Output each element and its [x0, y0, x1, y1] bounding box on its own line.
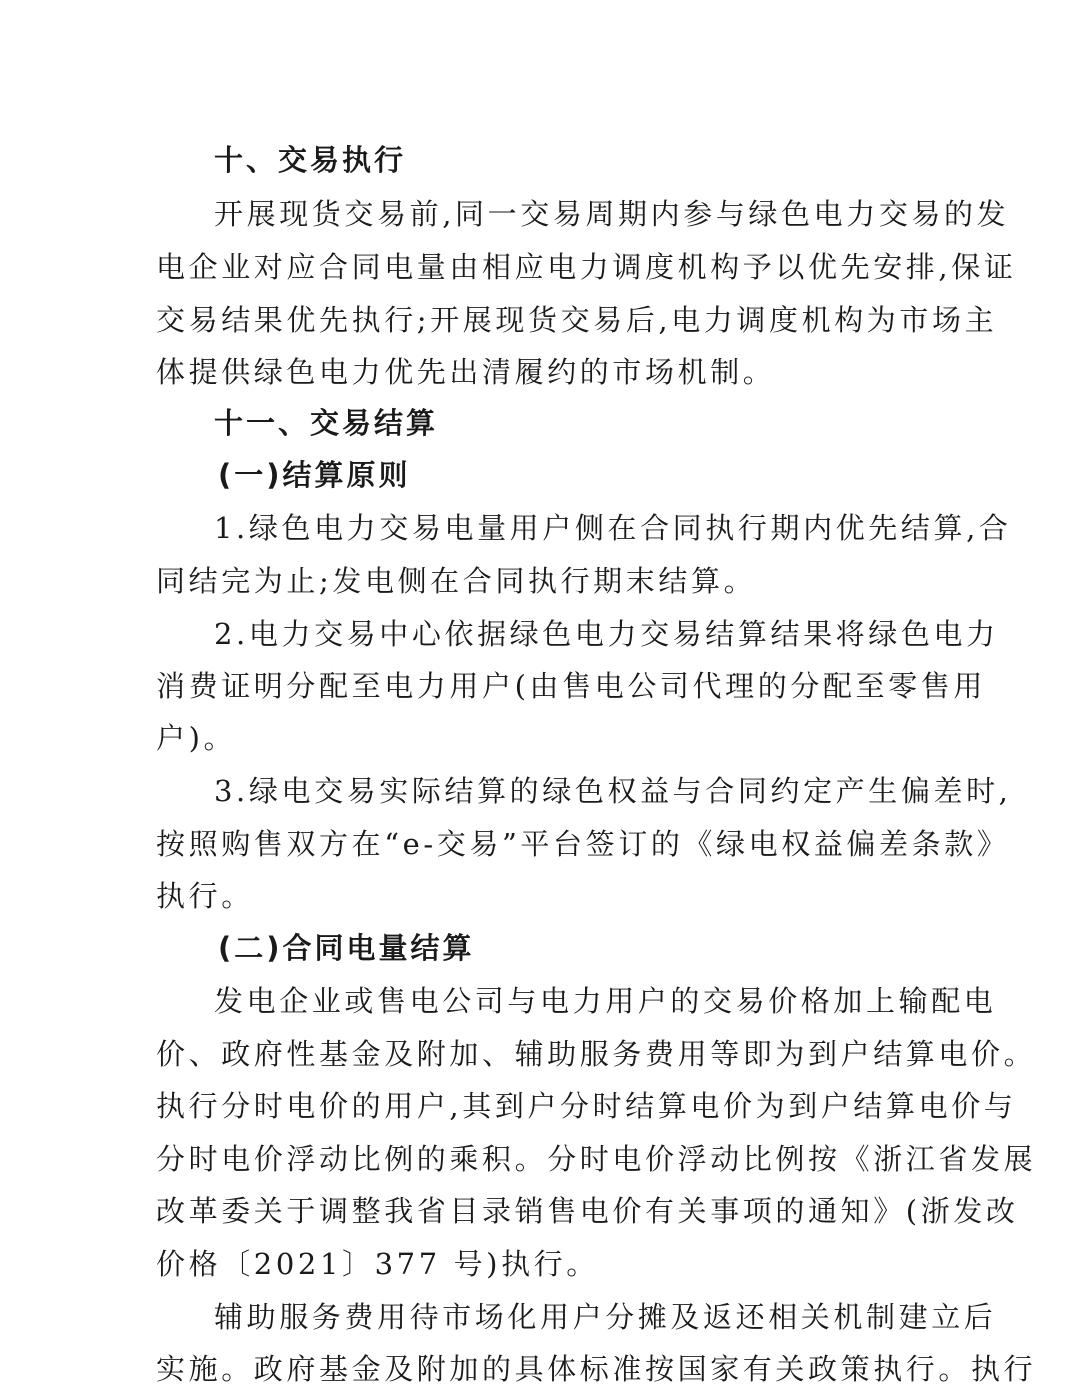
- section-10-line-1: 开展现货交易前,同一交易周期内参与绿色电力交易的发: [214, 197, 1010, 231]
- item-1-line-1: 1.绿色电力交易电量用户侧在合同执行期内优先结算,合: [214, 511, 1012, 545]
- section-10-line-2: 电企业对应合同电量由相应电力调度机构予以优先安排,保证: [156, 250, 1017, 284]
- subsection-2-heading: (二)合同电量结算: [218, 931, 475, 965]
- para-1-line-6: 价格〔2021〕377 号)执行。: [156, 1247, 599, 1281]
- para-2-line-2: 实施。政府基金及附加的具体标准按国家有关政策执行。执行: [156, 1352, 1037, 1386]
- item-3-line-2: 按照购售双方在“e-交易”平台签订的《绿电权益偏差条款》: [156, 827, 1010, 861]
- para-1-line-4: 分时电价浮动比例的乘积。分时电价浮动比例按《浙江省发展: [156, 1142, 1037, 1176]
- para-1-line-5: 改革委关于调整我省目录销售电价有关事项的通知》(浙发改: [156, 1194, 1019, 1228]
- item-2-line-1: 2.电力交易中心依据绿色电力交易结算结果将绿色电力: [214, 617, 999, 651]
- item-2-line-3: 户)。: [156, 721, 237, 755]
- item-1-line-2: 同结完为止;发电侧在合同执行期末结算。: [156, 564, 757, 598]
- section-10-line-3: 交易结果优先执行;开展现货交易后,电力调度机构为市场主: [156, 303, 998, 337]
- para-1-line-1: 发电企业或售电公司与电力用户的交易价格加上输配电: [214, 984, 997, 1018]
- item-3-line-3: 执行。: [156, 879, 254, 913]
- section-10-heading: 十、交易执行: [214, 143, 407, 177]
- para-2-line-1: 辅助服务费用待市场化用户分摊及返还相关机制建立后: [214, 1300, 997, 1334]
- item-3-line-1: 3.绿电交易实际结算的绿色权益与合同约定产生偏差时,: [214, 774, 1012, 808]
- subsection-1-heading: (一)结算原则: [218, 458, 411, 492]
- section-10-line-4: 体提供绿色电力优先出清履约的市场机制。: [156, 355, 776, 389]
- para-1-line-2: 价、政府性基金及附加、辅助服务费用等即为到户结算电价。: [156, 1037, 1037, 1071]
- section-11-heading: 十一、交易结算: [214, 406, 439, 440]
- para-1-line-3: 执行分时电价的用户,其到户分时结算电价为到户结算电价与: [156, 1089, 1017, 1123]
- item-2-line-2: 消费证明分配至电力用户(由售电公司代理的分配至零售用: [156, 669, 986, 703]
